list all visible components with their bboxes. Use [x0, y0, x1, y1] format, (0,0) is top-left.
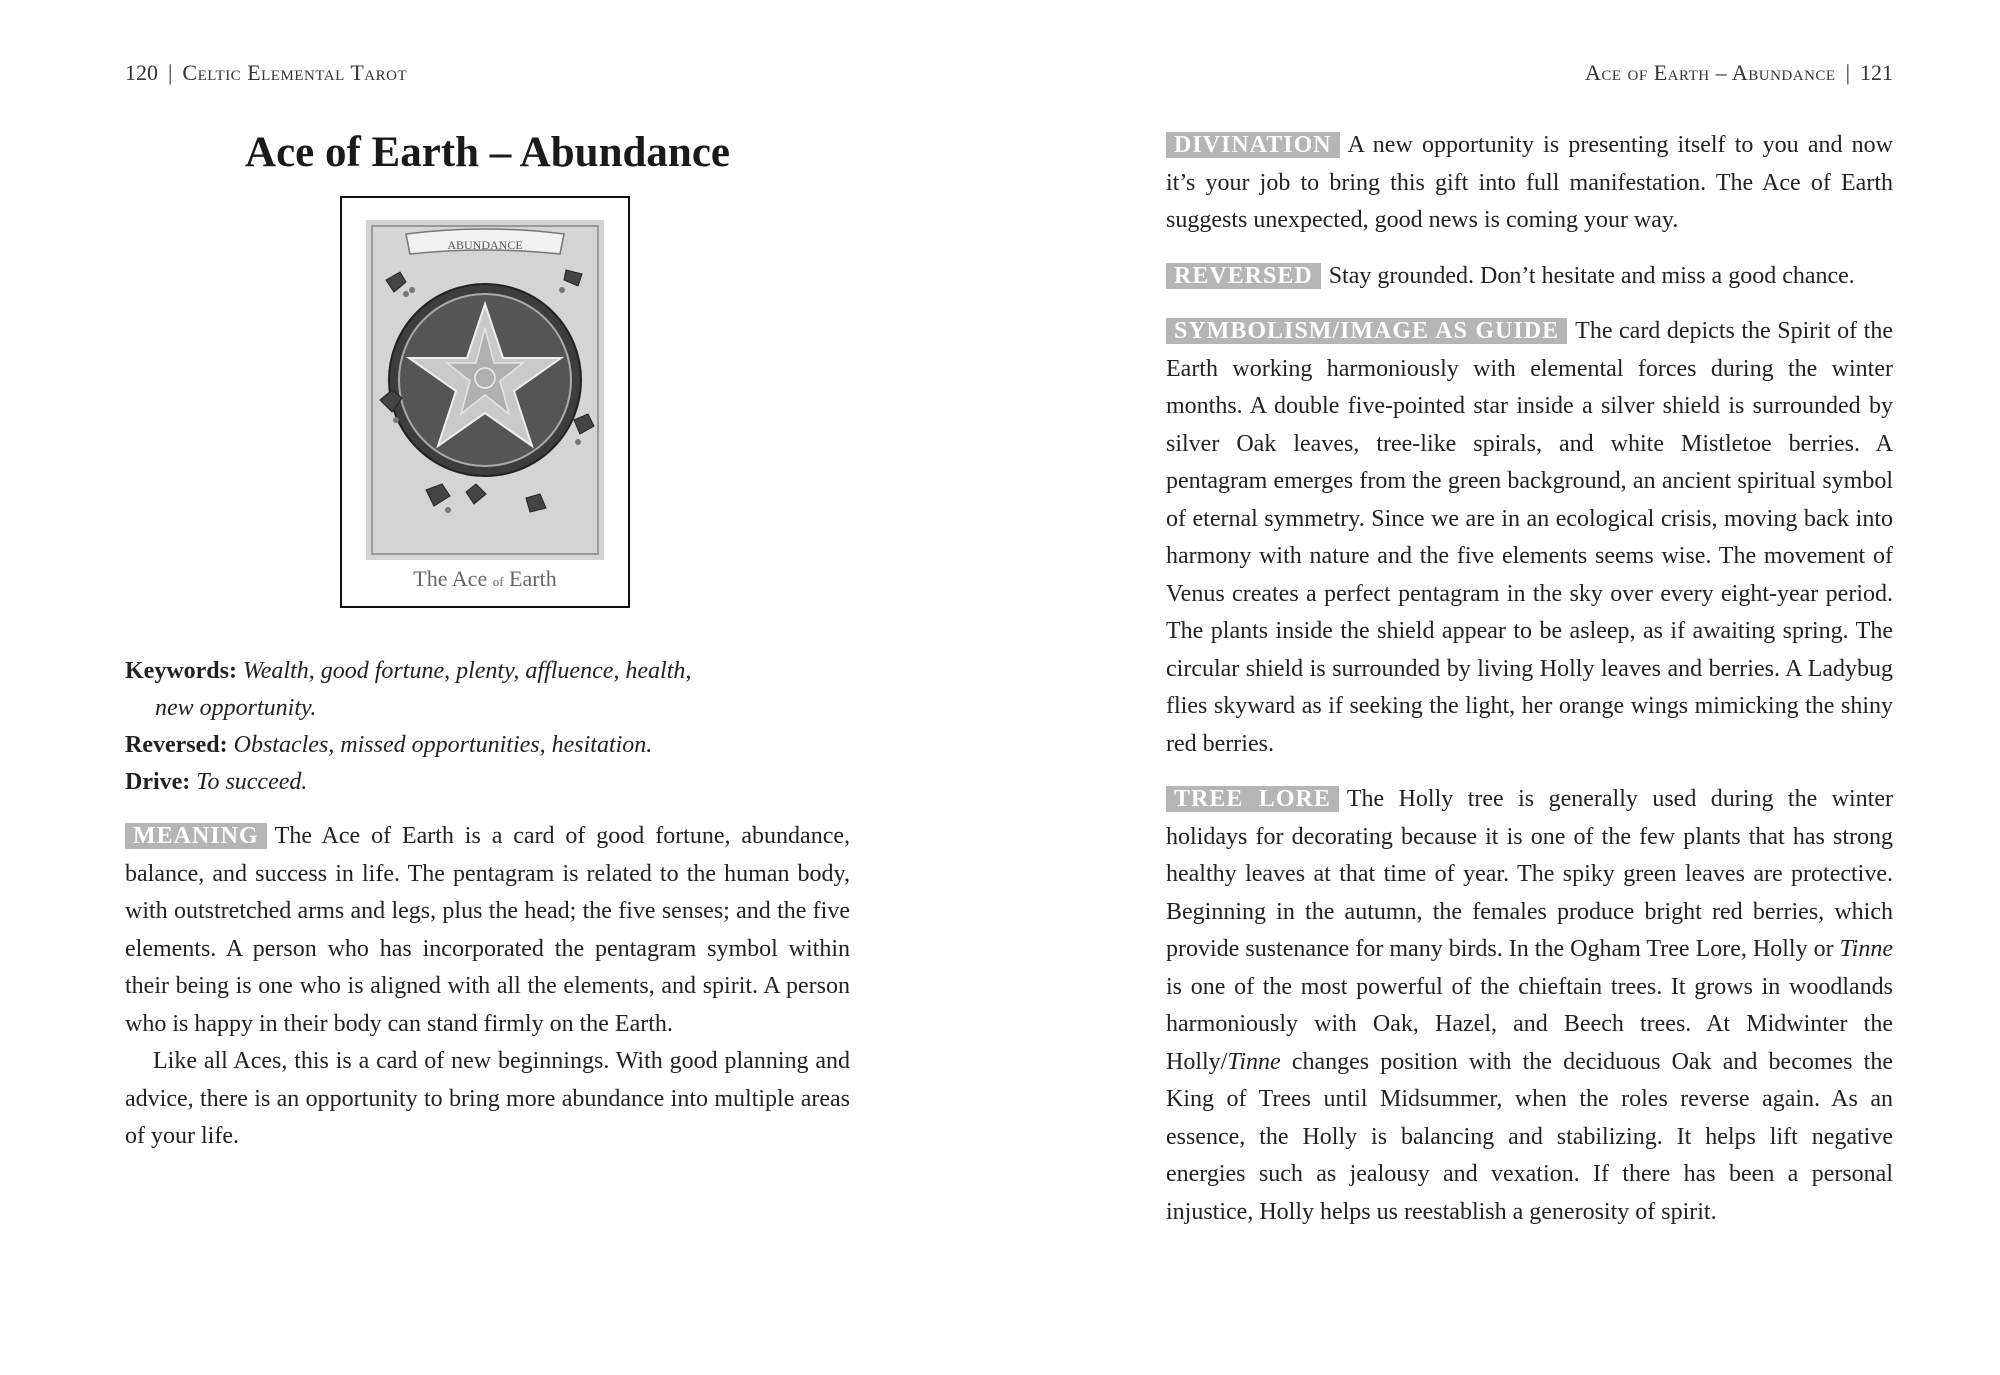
tree-lore-text-2: is one of the most powerful of the chieftain trees. It grows in woodlands harmoniously with Oak, Hazel, and Beech trees. At Midwinter the Holly/: [1166, 973, 1893, 1075]
right-page: [1000, 0, 2000, 1375]
keywords-value-continued: new opportunity.: [155, 695, 317, 721]
tinne-term-1: Tinne: [1839, 936, 1893, 962]
drive-label: Drive:: [125, 769, 191, 795]
card-banner-text: ABUNDANCE: [447, 238, 523, 252]
reversed-text: Stay grounded. Don’t hesitate and miss a good chance.: [1328, 262, 1855, 289]
meaning-text-2: Like all Aces, this is a card of new beginnings. With good planning and advice, there is an opportunity to bring more abundance into multiple areas of your life.: [125, 1048, 850, 1149]
meaning-tag: MEANING: [125, 823, 267, 849]
meaning-paragraph-2: [125, 1043, 850, 1156]
keywords-line: [125, 653, 865, 690]
reversed-paragraph: [1166, 258, 1893, 296]
drive-value: To succeed.: [196, 769, 308, 795]
page-title: Ace of Earth – Abundance: [245, 129, 730, 176]
keywords-label: Keywords:: [125, 658, 237, 684]
pentagram-shield-illustration: [366, 220, 604, 560]
divination-paragraph: [1166, 127, 1893, 240]
reversed-label: Reversed:: [125, 732, 228, 758]
symbolism-text: The card depicts the Spirit of the Earth working harmoniously with elemental forces during the winter months. A double five-pointed star inside a silver shield is surrounded by silver Oak leaves, tree-like spirals, and white Mistletoe berries. A pentagram emerges from the green background, an ancient spiritual symbol of eternal symmetry. Since we are in an ecological crisis, moving back into harmony with nature and the five elements seems wise. The movement of Venus creates a perfect pentagram in the sky over every eight-year period. The plants inside the shield appear to be asleep, as if awaiting spring. The circular shield is surrounded by living Holly leaves and berries. A Ladybug flies skyward as if seeking the light, her orange wings mimicking the shiny red berries.: [1166, 318, 1893, 757]
meaning-text: The Ace of Earth is a card of good fortune, abundance, balance, and success in life. The pentagram is related to the human body, with outstretched arms and legs, plus the head; the five senses; and the five elements. A person who has incorporated the pentagram symbol within their being is one who is aligned with all the elements, and spirit. A person who is happy in their body can stand firmly on the Earth.: [125, 823, 850, 1037]
card-caption: [342, 566, 628, 592]
keywords-value: Wealth, good fortune, plenty, affluence, health,: [242, 658, 692, 684]
keywords-line-continued: [125, 690, 865, 727]
card-caption-of: of: [492, 574, 504, 589]
left-running-head: [125, 60, 407, 86]
reversed-line: [125, 727, 865, 764]
right-header-separator: |: [1845, 60, 1850, 85]
tree-lore-paragraph: [1166, 781, 1893, 1231]
running-card-title: Ace of Earth – Abundance: [1584, 60, 1836, 85]
meaning-section: [125, 818, 850, 1174]
meaning-paragraph: [125, 818, 850, 1043]
symbolism-paragraph: [1166, 313, 1893, 763]
left-header-separator: |: [168, 60, 173, 85]
left-page-number: 120: [125, 60, 158, 85]
tree-lore-text-3: changes position with the deciduous Oak and becomes the King of Trees until Midsummer, when the roles reverse again. As an essence, the Holly is balancing and stabilizing. It helps lift negative energies such as jealousy and vexation. If there has been a personal injustice, Holly helps us reestablish a generosity of spirit.: [1166, 1048, 1893, 1225]
tinne-term-2: Tinne: [1227, 1048, 1281, 1075]
symbolism-tag: SYMBOLISM/IMAGE AS GUIDE: [1166, 318, 1567, 344]
divination-text: A new opportunity is presenting itself to you and now it’s your job to bring this gift into full manifestation. The Ace of Earth suggests unexpected, good news is coming your way.: [1166, 132, 1893, 233]
card-caption-part1: The Ace: [413, 566, 493, 591]
reversed-tag: REVERSED: [1166, 263, 1321, 289]
right-page-number: 121: [1860, 60, 1893, 85]
tree-lore-text-1: The Holly tree is generally used during the winter holidays for decorating because it is one of the few plants that has strong healthy leaves at that time of year. The spiky green leaves are protective. Beginning in the autumn, the females produce bright red berries, which provide sustenance for many birds. In the Ogham Tree Lore, Holly or: [1166, 786, 1893, 962]
card-artwork: [366, 220, 604, 560]
right-body: [1166, 127, 1893, 1249]
right-running-head: [1585, 60, 1893, 86]
book-title: Celtic Elemental Tarot: [182, 60, 408, 85]
keywords-block: [125, 653, 865, 801]
divination-tag: DIVINATION: [1166, 132, 1340, 158]
reversed-value: Obstacles, missed opportunities, hesitation.: [233, 732, 653, 758]
drive-line: [125, 764, 865, 801]
tarot-card-image: [340, 196, 630, 608]
card-caption-part2: Earth: [503, 566, 557, 591]
tree-lore-tag: TREE LORE: [1166, 786, 1339, 812]
